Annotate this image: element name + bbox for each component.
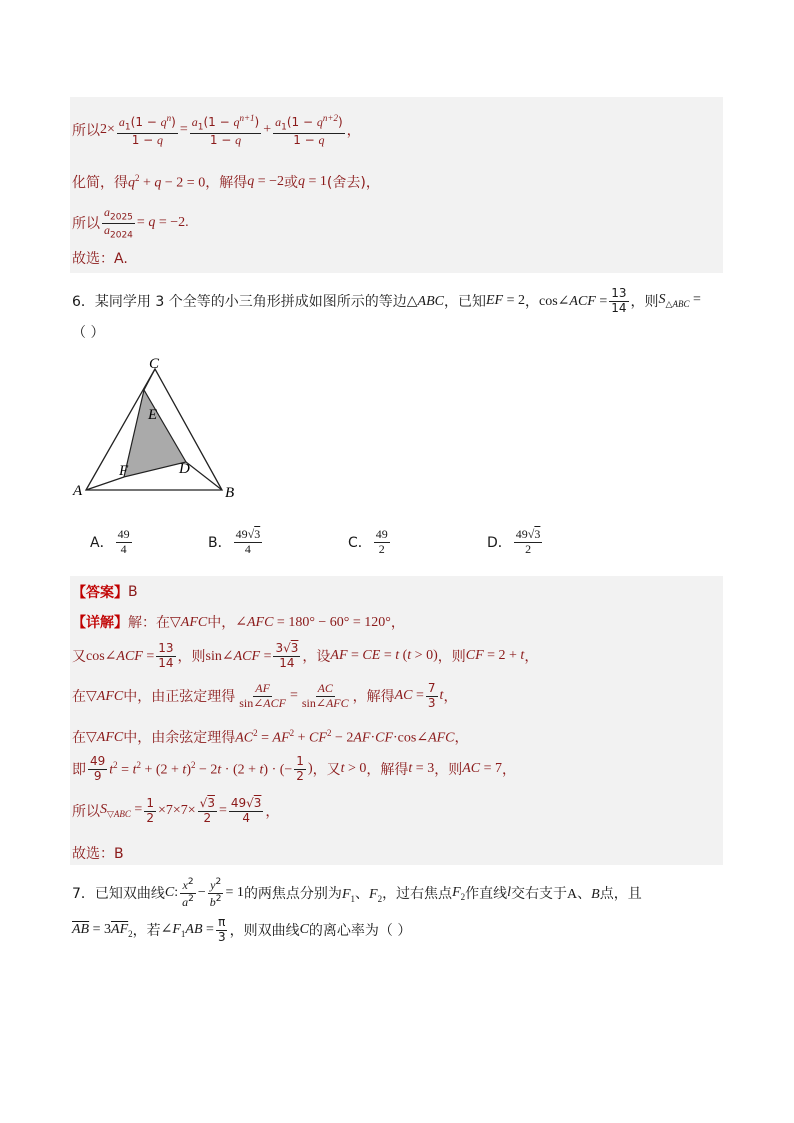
fraction: $\frac{x^2}{a^2}$ <box>182 877 194 909</box>
q7-stem-line-2: $\overline{AB} = 3\overline{AF}_2$ ，若 $\angle F_1AB$ = $\frac{\pi}{3}$ ，则双曲线 C 的离心率为（ ） <box>72 915 412 944</box>
fraction: $\frac{a_1(1 - q^{n+2})}{1 - q}$ <box>275 113 343 147</box>
label-c: C <box>149 356 160 372</box>
option-a[interactable]: A． $\frac{49}{4}$ <box>90 527 130 556</box>
triangle-figure <box>70 352 250 502</box>
sol5-answer: 故选：A. <box>72 251 128 267</box>
q6-detail-line-2: 又 cos∠ACF = $\frac{13}{14}$ ，则 sin∠ACF = $\frac{3√3}{14}$ ，设 AF = CE = t (t > 0) ，则 CF = 2 + t ， <box>72 641 539 670</box>
fraction: $\frac{AC}{\text{sin∠AFC}}$ <box>301 681 349 710</box>
fraction: $\frac{49}{9}$ <box>90 754 106 783</box>
fraction: $\frac{1}{2}$ <box>146 796 154 825</box>
q7-stem-line-1: 7． 已知双曲线 C: $\frac{x^2}{a^2}$ − $\frac{y^2}{b^2}$ = 1 的两焦点分别为 $F_1$、$F_2$ ，过右焦点 $F_2$ 作直线 l 交右支于 A、B 点，且 <box>72 877 642 909</box>
fraction: $\frac{1}{2}$ <box>296 754 304 783</box>
q6-detail-line-1: 【详解】 解：在 ▽AFC 中， ∠AFC = 180° − 60° = 120° ， <box>72 614 405 631</box>
segment-bd <box>186 462 222 490</box>
option-c[interactable]: C． $\frac{49}{2}$ <box>348 527 388 556</box>
fraction: $\frac{y^2}{b^2}$ <box>209 877 222 909</box>
label-b: B <box>225 485 235 501</box>
sol5-line-3: 所以 $\frac{a_{2025}}{a_{2024}}$ = q = −2. <box>72 205 189 241</box>
sol5-line-2: 化简，得 $q^2 + q - 2 = 0$ ，解得 q = −2 或 q = 1 (舍去)， <box>72 172 380 191</box>
segment-ce <box>144 369 155 390</box>
fraction: $\frac{3√3}{14}$ <box>275 641 299 670</box>
fraction: $\frac{13}{14}$ <box>158 641 174 670</box>
shaded-triangle-def <box>124 390 186 477</box>
fraction: $\frac{\pi}{3}$ <box>217 915 226 944</box>
q6-detail-line-5: 即 $\frac{49}{9}$ $t^2 = t^2 + (2 + t)^2 - 2t \cdot (2 + t)$ · (− $\frac{1}{2}$ ) ，又 t > 0 ，解得 t = 3 ，则 AC = 7 ， <box>72 754 516 783</box>
q6-stem: 6． 某同学用 3 个全等的小三角形拼成如图所示的等边 △ABC ，已知 EF = 2 ， cos∠ACF = $\frac{13}{14}$ ，则 $S_{\triangle ABC}$ = <box>72 286 701 315</box>
option-b[interactable]: B． $\frac{49√3}{4}$ <box>208 527 261 556</box>
q6-paren: （ ） <box>72 325 105 341</box>
q6-detail-line-3: 在 ▽AFC 中，由正弦定理得 $\frac{AF}{\text{sin∠ACF}}$ = $\frac{AC}{\text{sin∠AFC}}$ ，解得 AC = $\frac{7}{3}$ t ， <box>72 681 458 710</box>
label-a: A <box>73 483 83 499</box>
label-d: D <box>179 461 190 477</box>
fraction: $\frac{AF}{\text{sin∠ACF}}$ <box>239 681 286 710</box>
option-d[interactable]: D． $\frac{49√3}{2}$ <box>487 527 541 556</box>
fraction: $\frac{a_{2025}}{a_{2024}}$ <box>104 205 133 241</box>
q6-answer: 【答案】 B <box>72 584 138 601</box>
q6-detail-line-4: 在 ▽AFC 中，由余弦定理得 $AC^2 = AF^2 + CF^2$ − 2AF·CF·cos∠AFC ， <box>72 727 469 746</box>
label-f: F <box>119 463 129 479</box>
fraction: $\frac{√3}{2}$ <box>199 796 215 825</box>
fraction: $\frac{49√3}{4}$ <box>230 796 262 825</box>
fraction: $\frac{13}{14}$ <box>611 286 627 315</box>
q6-final: 故选：B <box>72 846 124 862</box>
fraction: $\frac{7}{3}$ <box>427 681 436 710</box>
fraction: $\frac{a_1(1 - q^n)}{1 - q}$ <box>118 113 176 147</box>
sol5-line-1: 所以 2× $\frac{a_1(1 - q^n)}{1 - q}$ = $\frac{a_1(1 - q^{n+1})}{1 - q}$ + $\frac{a_1(1 - q^{n+2})}{1 - q}$ ， <box>72 113 361 147</box>
label-e: E <box>148 407 158 423</box>
q6-detail-line-6: 所以 $S_{▽ABC}$ = $\frac{1}{2}$ ×7×7× $\frac{√3}{2}$ = $\frac{49√3}{4}$ ， <box>72 796 280 825</box>
fraction: $\frac{a_1(1 - q^{n+1})}{1 - q}$ <box>191 113 260 147</box>
